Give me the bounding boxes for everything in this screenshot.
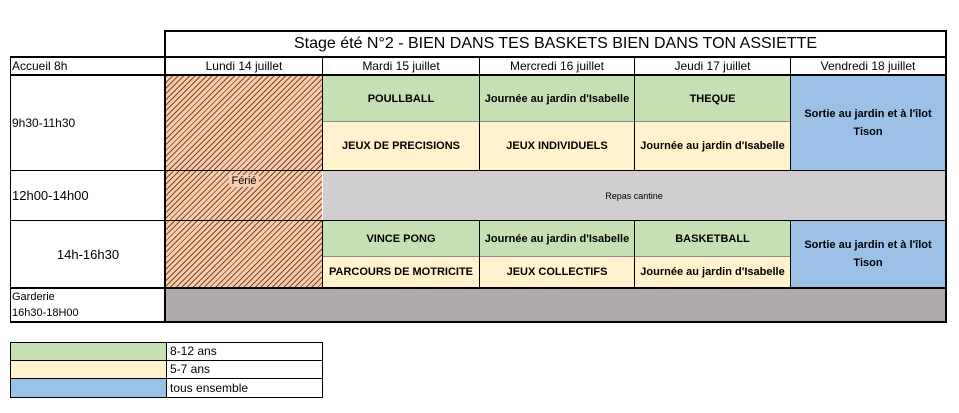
- row-label-accueil: [12, 59, 164, 74]
- row-label-lunch: [12, 171, 164, 220]
- legend-row-8-12: [10, 342, 323, 361]
- column-header-jeudi: [635, 59, 790, 74]
- activity-text: JEUX COLLECTIFS: [506, 266, 608, 278]
- garderie-hours-text: 16h30-18H00: [12, 307, 79, 319]
- legend-label: [166, 378, 323, 398]
- legend-label: [166, 360, 323, 379]
- row-label-afternoon: [12, 221, 164, 287]
- activity-afternoon-tue-bottom: [323, 257, 479, 287]
- morning-time-text: 9h30-11h30: [12, 116, 76, 130]
- row-label-garderie: [12, 289, 164, 321]
- lunch-cell: [323, 171, 945, 220]
- column-header-text: Jeudi 17 juillet: [674, 59, 751, 73]
- activity-morning-tue-top: [323, 76, 479, 121]
- activity-text: PARCOURS DE MOTRICITE: [328, 266, 474, 278]
- activity-afternoon-tue-top: [323, 221, 479, 256]
- garderie-band: [166, 289, 945, 322]
- column-header-text: Vendredi 18 juillet: [820, 59, 916, 73]
- activity-text: Journée au jardin d'Isabelle: [484, 232, 630, 245]
- activity-text: JEUX INDIVIDUELS: [506, 140, 608, 152]
- activity-afternoon-wed-bottom: [480, 257, 634, 287]
- column-header-text: Lundi 14 juillet: [205, 59, 283, 73]
- title-text: Stage été N°2 - BIEN DANS TES BASKETS BIEN DANS TON ASSIETTE: [293, 34, 818, 52]
- column-header-mercredi: [480, 59, 634, 74]
- holiday-cell: [166, 76, 322, 287]
- activity-text: VINCE PONG: [366, 232, 436, 245]
- afternoon-time-text: 14h-16h30: [56, 246, 120, 262]
- activity-morning-thu-bottom: [635, 122, 790, 170]
- activity-afternoon-thu-bottom: [635, 257, 790, 287]
- activity-text: Sortie au jardin et à l'îlot Tison: [804, 108, 932, 138]
- legend-text: 5-7 ans: [170, 362, 211, 376]
- accueil-text: Accueil 8h: [12, 59, 68, 73]
- activity-morning-wed-bottom: [480, 122, 634, 170]
- activity-text: Sortie au jardin et à l'îlot Tison: [804, 239, 932, 269]
- column-header-vendredi: [791, 59, 945, 74]
- holiday-text: Férié: [231, 175, 257, 187]
- activity-text: THEQUE: [689, 92, 736, 105]
- column-header-text: Mercredi 16 juillet: [509, 59, 605, 73]
- holiday-label: [166, 175, 322, 187]
- activity-morning-tue-bottom: [323, 122, 479, 170]
- legend-row-5-7: [10, 360, 323, 379]
- activity-morning-wed-top: [480, 76, 634, 121]
- legend: [10, 342, 323, 399]
- activity-morning-fri: [791, 76, 945, 170]
- column-header-mardi: [323, 59, 479, 74]
- activity-text: Journée au jardin d'Isabelle: [640, 266, 785, 278]
- activity-text: JEUX DE PRECISIONS: [342, 140, 460, 152]
- legend-text: 8-12 ans: [170, 344, 217, 358]
- row-label-morning: [12, 76, 164, 170]
- activity-afternoon-thu-top: [635, 221, 790, 256]
- activity-afternoon-wed-top: [480, 221, 634, 256]
- column-header-text: Mardi 15 juillet: [362, 59, 440, 73]
- legend-label: [166, 342, 323, 361]
- legend-swatch-green: [10, 342, 167, 361]
- legend-swatch-yellow: [10, 360, 167, 379]
- activity-text: Journée au jardin d'Isabelle: [640, 140, 785, 152]
- lunch-text: Repas cantine: [605, 190, 663, 201]
- lunch-time-text: 12h00-14h00: [12, 188, 89, 203]
- activity-text: BASKETBALL: [675, 232, 750, 245]
- garderie-text: Garderie: [12, 291, 55, 303]
- column-header-lundi: [166, 59, 322, 74]
- activity-text: POULLBALL: [367, 92, 435, 105]
- legend-row-ensemble: [10, 378, 323, 398]
- activity-text: Journée au jardin d'Isabelle: [484, 92, 630, 105]
- legend-text: tous ensemble: [170, 381, 249, 395]
- activity-afternoon-fri: [791, 221, 945, 287]
- page-title: [166, 31, 945, 56]
- legend-swatch-blue: [10, 378, 167, 398]
- activity-morning-thu-top: [635, 76, 790, 121]
